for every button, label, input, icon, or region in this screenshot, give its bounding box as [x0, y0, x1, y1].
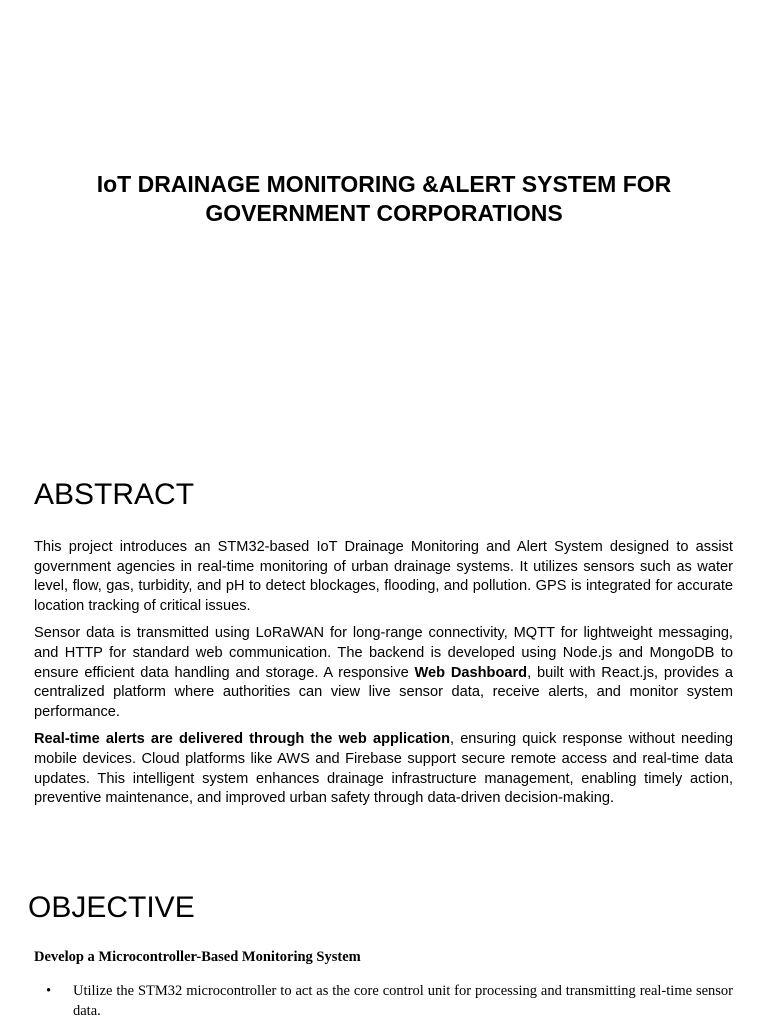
abstract-p3-bold: Real-time alerts are delivered through the web application: [34, 731, 450, 748]
abstract-p2-bold: Web Dashboard: [414, 664, 528, 681]
abstract-paragraph-3: [34, 730, 733, 808]
list-item-text: Utilize the STM32 microcontroller to act as the core control unit for processing and transmitting real-time sensor data.: [73, 983, 733, 1019]
objective-list: [34, 981, 733, 1021]
abstract-p2-text-end: , built with React.js, provides a centralized platform where authorities can view live sensor data, receive alerts, and monitor system performance.: [34, 664, 733, 720]
title-line-1: IoT DRAINAGE MONITORING &ALERT SYSTEM FOR: [96, 171, 672, 197]
abstract-paragraph-2: [34, 624, 733, 722]
list-item: [34, 981, 733, 1021]
abstract-p3-text: , ensuring quick response without needing mobile devices. Cloud platforms like AWS and Firebase support secure remote access and real-time data updates. This intelligent system enhances drainage infrastructure management, enabling timely action, preventive maintenance, and improved urban safety through data-driven decision-making.: [34, 731, 733, 807]
abstract-paragraph-1: This project introduces an STM32-based IoT Drainage Monitoring and Alert System designed to assist government agencies in real-time monitoring of urban drainage systems. It utilizes sensors such as water level, flow, gas, turbidity, and pH to detect blockages, flooding, and pollution. GPS is integrated for accurate location tracking of critical issues.: [34, 539, 733, 614]
abstract-heading: ABSTRACT: [34, 478, 195, 511]
objective-subheading: Develop a Microcontroller-Based Monitoring System: [34, 949, 361, 965]
document-title: [34, 170, 734, 228]
objective-heading: OBJECTIVE: [28, 891, 195, 924]
abstract-p2-text-start: Sensor data is transmitted using LoRaWAN for long-range connectivity, MQTT for lightweight messaging, and HTTP for standard web communication. The backend is developed using Node.js and MongoDB to ensure efficient data handling and storage. A responsive: [34, 625, 733, 681]
title-line-2: GOVERNMENT CORPORATIONS: [205, 200, 563, 226]
bullet-icon: •: [46, 983, 52, 999]
abstract-body: [34, 538, 733, 817]
